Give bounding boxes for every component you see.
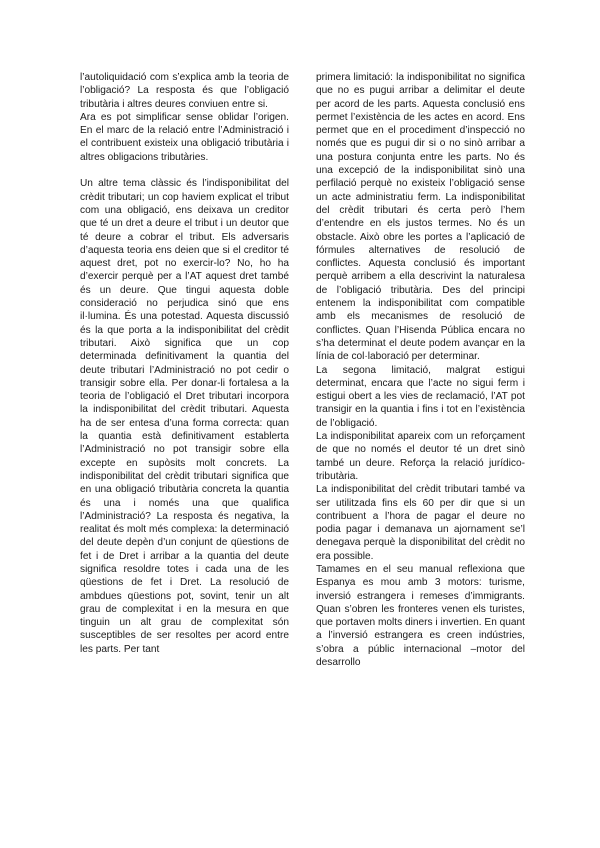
paragraph: primera limitació: la indisponibilitat no significa que no es pugui arribar a delimitar el deute per acord de les parts. Aquesta conclusió ens permet l’existència de les actes en acord. Ens permet que en el procediment d’inspecció no només que es pugui dir si o no sinò arribar a una postura conjunta entre les parts. No és una excepció de la indisponibilitat sinò una perfilació perquè no existeix l’obligació sense un acte administratiu ferm. La indisponibilitat del crèdit tributari és certa però l’hem d’entendre en els justos termes. No és un obstacle. Això obre les portes a l’aplicació de fórmules alternatives de resolució de conflictes. Aquesta conclusió és important perquè arribem a ella descrivint la naturalesa de l’obligació tributària. Des del principi entenem la indisponibilitat com compatible amb els mecanismes de resolució de conflictes. Quan l’Hisenda Pública encara no s’ha determinat el deute podem avançar en la línia de col·laboració per determinar. <box>316 72 525 363</box>
paragraph: Tamames en el seu manual reflexiona que Espanya es mou amb 3 motors: turisme, inversió estrangera i remeses d’immigrants. Quan s’obren les fronteres venen els turistes, que portaven molts diners i invertien. En quant a l’inversió estrangera es creen indústries, s’obra a públic internacional –motor del desarrollo <box>316 563 525 669</box>
paragraph: La indisponibilitat del crèdit tributari també va ser utilitzada fins els 60 per dir que si un contribuent a l’hora de pagar el deure no podia pagar i demanava un ajornament se’l denegava perquè la disponibilitat del crèdit no era possible. <box>316 484 525 562</box>
paragraph: La segona limitació, malgrat estigui determinat, encara que l’acte no sigui ferm i estigui obert a les vies de reclamació, l’AT pot transigir en la quantia i fins i tot en l’existència de l’obligació. <box>316 364 525 429</box>
right-text-column <box>316 71 525 669</box>
paragraph: Ara es pot simplificar sense oblidar l’origen. En el marc de la relació entre l’Administració i el contribuent existeix una obligació tributària i altres obligacions tributàries. <box>80 111 289 163</box>
paragraph: Un altre tema clàssic és l’indisponibilitat del crèdit tributari; un cop haviem explicat el tribut com una obligació, ens deixava un creditor que té un dret a deure el tribut i un deutor que té deure a cobrar el tribut. Els adversaris d’aquesta teoria ens deien que si el creditor té aquest dret, pot no exercir-lo? No, ho ha d’exercir perquè per a l’AT aquest dret també és un deure. Que tingui aquesta doble consideració no perjudica sinó que ens il·lumina. És una potestad. Aquesta discussió és la que porta a la indisponibilitat del crèdit tributari. Això significa que un cop determinada definitivament la quantia del deute tributari l’Administració no pot cedir o transigir sobre ella. Per donar-li fortalesa a la teoria de l’obligació el Dret tributari incorpora la indisponibilitat del crèdit tributari. Aquesta ha de ser entesa d’una forma correcta: quan la quantia està definitivament establerta l’Administració no pot transigir sobre ella excepte en supòsits molt concrets. La indisponibilitat del crèdit tributari significa que en una obligació tributària concreta la quantia és una i només una que qualifica l’Administració? La resposta és negativa, la realitat és molt més complexa: la determinació del deute depèn d’un conjunt de qüestions de fet i de Dret i arribar a la quantia del deute significa resoldre totes i cada una de les qüestions de fet i Dret. La resolució de ambdues qüestions pot, sovint, tenir un alt grau de complexitat i en la mesura en que tinguin un alt grau de complexitat són susceptibles de ser resoltes per acord entre les parts. Per tant <box>80 178 289 655</box>
left-text-column <box>80 71 289 656</box>
paragraph: La indisponibilitat apareix com un reforçament de que no només el deutor té un dret sinò també un deure. Reforça la relació jurídico-tributària. <box>316 431 525 482</box>
paragraph: l’autoliquidació com s’explica amb la teoria de l’obligació? La resposta és que l’obligació tributària i altres deures conviuen entre si. <box>80 72 289 110</box>
